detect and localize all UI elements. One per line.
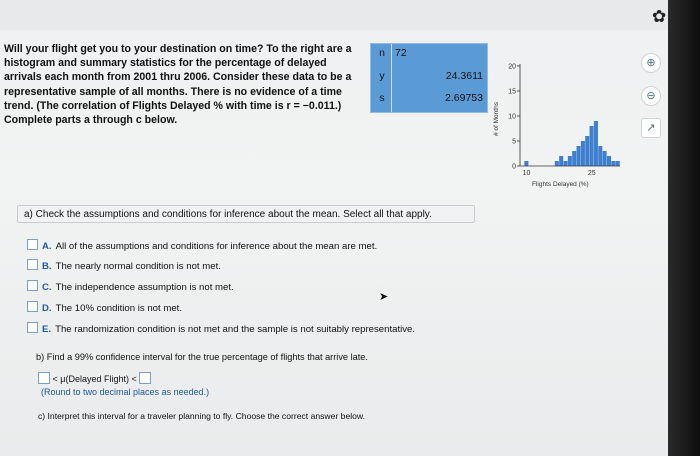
histogram-chart	[488, 44, 628, 194]
y-axis-label: # of Months	[493, 102, 500, 136]
option-letter: E.	[42, 324, 52, 335]
histogram-bar	[585, 136, 589, 166]
part-a-question: a) Check the assumptions and conditions for inference about the mean. Select all that apply.	[17, 205, 475, 223]
stats-row-n	[371, 47, 487, 67]
checkbox[interactable]	[27, 259, 38, 270]
stat-symbol: n	[379, 47, 385, 59]
histogram-bar	[594, 121, 598, 166]
rounding-note: (Round to two decimal places as needed.)	[41, 387, 210, 397]
option-text: The 10% condition is not met.	[55, 303, 182, 314]
x-tick-label: 25	[587, 170, 596, 177]
confidence-interval-row	[38, 372, 151, 385]
histogram-bar	[572, 151, 576, 166]
option-d[interactable]	[27, 301, 182, 314]
histogram-bar	[598, 146, 602, 166]
option-letter: B.	[42, 261, 52, 272]
histogram-gridlines	[517, 66, 520, 166]
stat-symbol: y	[379, 70, 385, 82]
stats-row-ybar	[371, 70, 487, 90]
screen-bezel	[668, 0, 700, 456]
question-text: Will your flight get you to your destination on time? To the right are a histogram and summary statistics for the percentage of delayed arrivals each month from 2001 thru 2006. Consider these data to be a representative sample of all months. There is no evidence of a time trend. (The correlation of Flights Delayed % with time is r = −0.011.) Complete parts a through c below.	[4, 43, 352, 127]
option-letter: D.	[42, 303, 52, 314]
y-tick-label: 10	[508, 113, 516, 121]
zoom-out-icon[interactable]: ⊖	[641, 86, 661, 106]
histogram-bar	[603, 151, 607, 166]
histogram-bar	[577, 146, 581, 166]
histogram-bar	[563, 161, 567, 166]
option-letter: A.	[42, 241, 52, 252]
x-tick-label: 10	[522, 170, 531, 177]
x-axis-label: Flights Delayed (%)	[532, 181, 589, 188]
stat-value: 24.3611	[445, 70, 483, 82]
mouse-cursor-icon: ➤	[379, 291, 389, 303]
stat-value: 72	[395, 47, 407, 59]
option-text: The nearly normal condition is not met.	[55, 261, 221, 272]
option-text: The independence assumption is not met.	[55, 282, 234, 293]
part-c-question: c) Interpret this interval for a traveler planning to fly. Choose the correct answer below.	[38, 411, 366, 421]
checkbox[interactable]	[27, 280, 38, 291]
histogram-bar	[590, 126, 594, 166]
option-e[interactable]	[27, 322, 415, 335]
y-tick-label: 5	[512, 138, 516, 146]
checkbox[interactable]	[27, 301, 38, 312]
top-toolbar	[0, 0, 668, 30]
histogram-bar	[559, 156, 563, 166]
x-tick-labels	[523, 170, 596, 177]
histogram-bar	[555, 161, 559, 166]
y-tick-label: 20	[508, 63, 516, 71]
option-text: The randomization condition is not met and the sample is not suitably representative.	[55, 324, 416, 335]
option-letter: C.	[42, 282, 52, 293]
ci-label: < μ(Delayed Flight) <	[52, 374, 137, 384]
ci-lower-input[interactable]	[38, 372, 50, 384]
part-b-question: b) Find a 99% confidence interval for the true percentage of flights that arrive late.	[36, 352, 368, 362]
summary-statistics-table	[370, 43, 488, 113]
histogram-bars	[524, 121, 619, 166]
external-link-icon[interactable]: ↗	[641, 118, 661, 138]
y-tick-label: 0	[512, 163, 516, 171]
stats-row-s	[371, 92, 487, 112]
histogram-bar	[616, 161, 620, 166]
ci-upper-input[interactable]	[139, 372, 151, 384]
histogram-bar	[568, 156, 572, 166]
zoom-in-icon[interactable]: ⊕	[641, 53, 661, 73]
checkbox[interactable]	[27, 322, 38, 333]
histogram-bar	[524, 161, 528, 166]
y-tick-label: 15	[508, 88, 516, 96]
option-a[interactable]	[27, 239, 377, 252]
histogram-bar	[581, 141, 585, 166]
stat-value: 2.69753	[445, 92, 483, 104]
gear-icon[interactable]: ✿	[652, 7, 667, 26]
checkbox[interactable]	[27, 239, 38, 250]
histogram-bar	[607, 156, 611, 166]
histogram-bar	[611, 161, 615, 166]
option-text: All of the assumptions and conditions for inference about the mean are met.	[55, 241, 378, 252]
option-b[interactable]	[27, 259, 221, 272]
stat-symbol: s	[379, 92, 385, 104]
option-c[interactable]	[27, 280, 234, 293]
y-tick-labels	[508, 64, 516, 171]
